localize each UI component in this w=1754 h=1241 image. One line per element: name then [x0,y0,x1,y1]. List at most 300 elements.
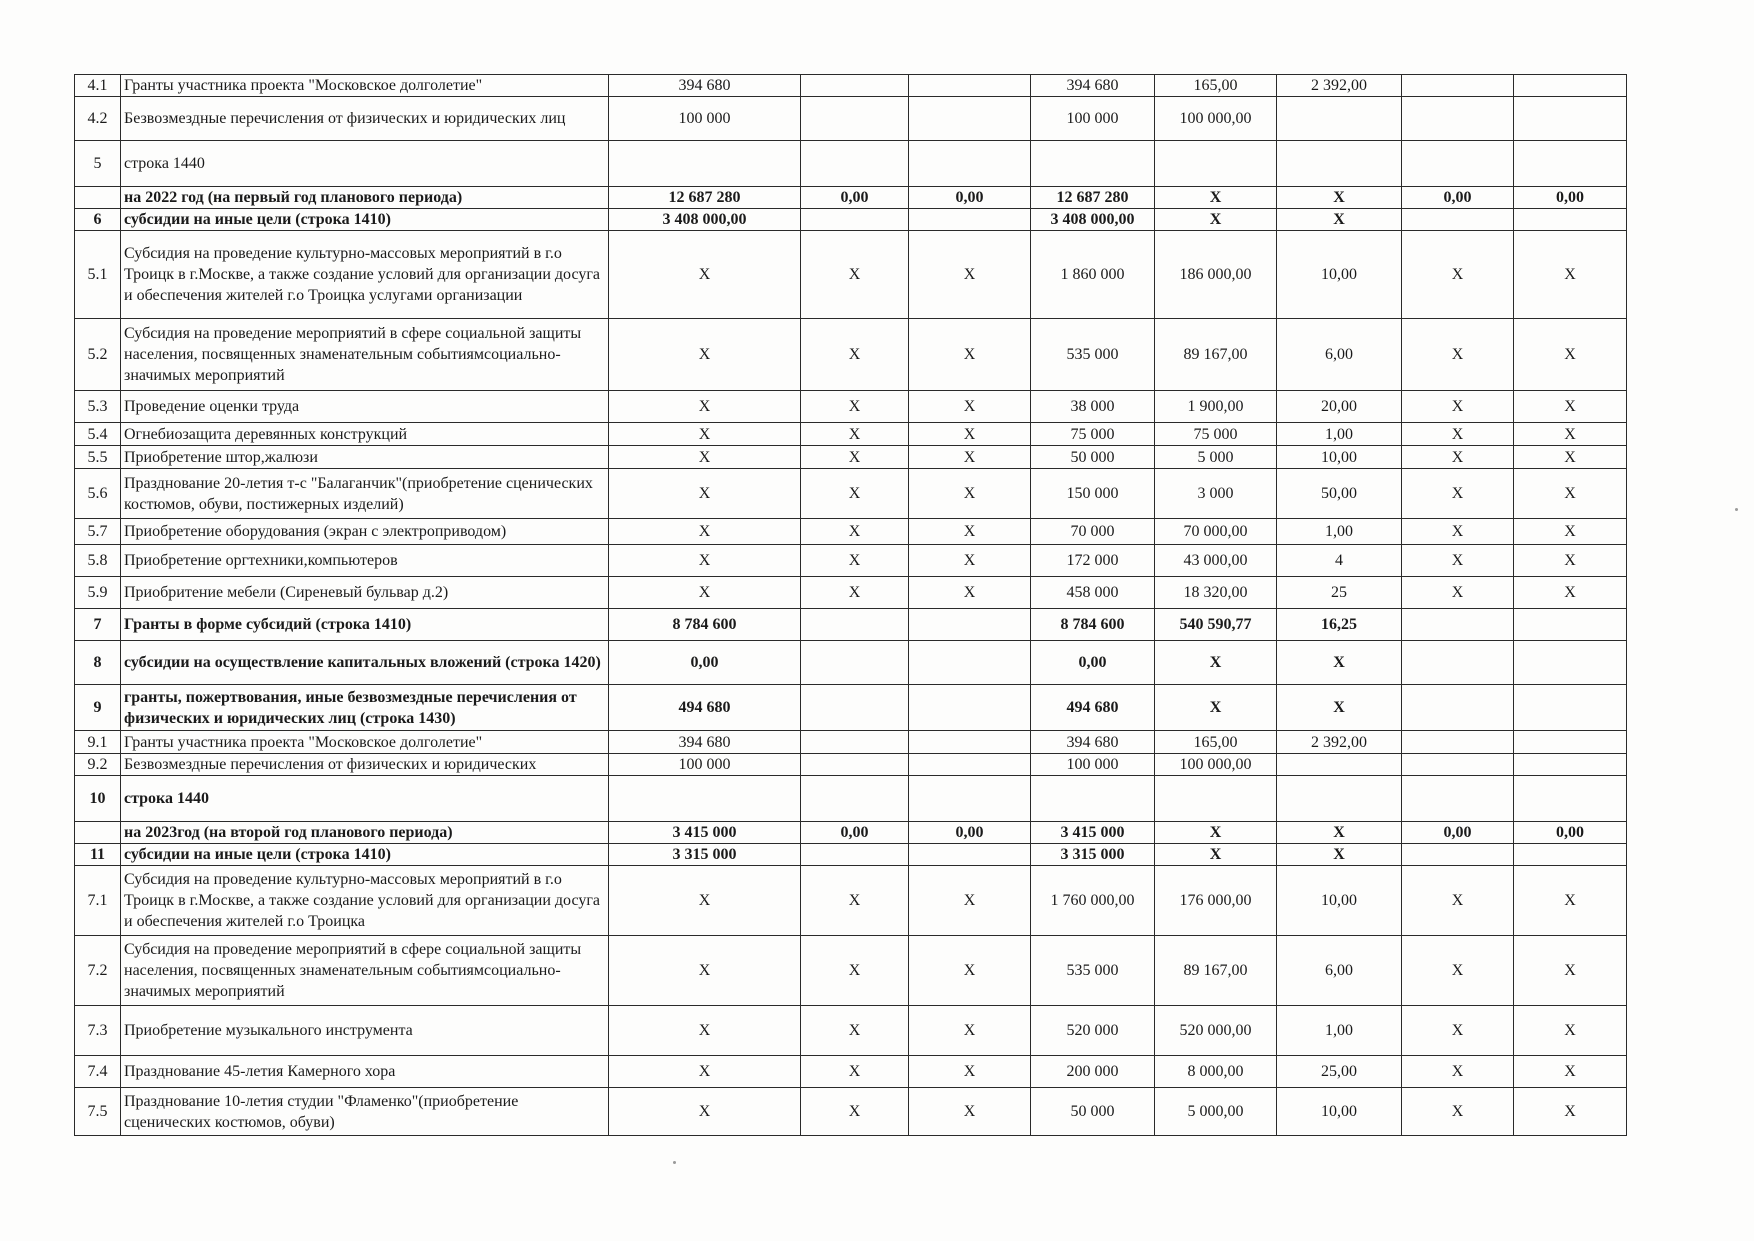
value-cell [909,75,1031,97]
table-row [75,446,1627,469]
scan-speck [1735,508,1738,511]
value-cell: 10,00 [1277,231,1402,319]
value-cell [909,685,1031,731]
table-row [75,469,1627,519]
value-cell [1514,141,1627,187]
value-cell: 100 000,00 [1155,754,1277,776]
row-number-cell: 5.5 [75,446,121,469]
table-row [75,936,1627,1006]
row-number-cell: 5.1 [75,231,121,319]
table-row [75,1006,1627,1056]
value-cell: Х [609,519,801,545]
value-cell: Х [1155,685,1277,731]
description-cell: Празднование 20-летия т-с "Балаганчик"(приобретение сценических костюмов, обуви, постижерных изделий) [121,469,609,519]
value-cell [609,141,801,187]
row-number-cell: 4.1 [75,75,121,97]
value-cell: Х [801,423,909,446]
value-cell [1514,97,1627,141]
description-cell: гранты, пожертвования, иные безвозмездные перечисления от физических и юридических лиц (строка 1430) [121,685,609,731]
value-cell: Х [909,1088,1031,1136]
table-row [75,731,1627,754]
value-cell: Х [1277,187,1402,209]
value-cell: Х [909,936,1031,1006]
value-cell: Х [909,1056,1031,1088]
description-cell: Безвозмездные перечисления от физических и юридических [121,754,609,776]
value-cell: Х [801,936,909,1006]
description-cell: субсидии на иные цели (строка 1410) [121,844,609,866]
value-cell: 172 000 [1031,545,1155,577]
value-cell [909,609,1031,641]
table-row [75,685,1627,731]
row-number-cell: 5.7 [75,519,121,545]
value-cell [1277,141,1402,187]
value-cell: Х [609,469,801,519]
value-cell: Х [1402,545,1514,577]
value-cell: 200 000 [1031,1056,1155,1088]
value-cell: Х [609,231,801,319]
scan-speck [673,1161,676,1164]
value-cell [1402,685,1514,731]
value-cell: 1 900,00 [1155,391,1277,423]
value-cell: Х [609,391,801,423]
value-cell: Х [1514,1006,1627,1056]
value-cell: Х [609,319,801,391]
table-row [75,754,1627,776]
description-cell: Празднование 10-летия студии "Фламенко"(приобретение сценических костюмов, обуви) [121,1088,609,1136]
description-cell: Приобретение оргтехники,компьютеров [121,545,609,577]
value-cell: Х [1277,641,1402,685]
value-cell: 89 167,00 [1155,319,1277,391]
value-cell: 5 000,00 [1155,1088,1277,1136]
table-row [75,97,1627,141]
value-cell: Х [909,1006,1031,1056]
row-number-cell: 8 [75,641,121,685]
value-cell [909,731,1031,754]
table-row [75,822,1627,844]
row-number-cell: 5.3 [75,391,121,423]
value-cell: Х [1514,446,1627,469]
table-row [75,209,1627,231]
table-row [75,844,1627,866]
value-cell: 165,00 [1155,731,1277,754]
table-row [75,1056,1627,1088]
value-cell: Х [609,1006,801,1056]
value-cell: 0,00 [909,187,1031,209]
value-cell [1031,141,1155,187]
table-row [75,423,1627,446]
value-cell: 4 [1277,545,1402,577]
row-number-cell: 6 [75,209,121,231]
description-cell: Празднование 45-летия Камерного хора [121,1056,609,1088]
value-cell: Х [801,469,909,519]
value-cell: Х [1155,641,1277,685]
row-number-cell: 11 [75,844,121,866]
value-cell: Х [1402,1056,1514,1088]
value-cell [1514,844,1627,866]
value-cell: Х [1277,844,1402,866]
value-cell: 50 000 [1031,1088,1155,1136]
value-cell [1155,141,1277,187]
value-cell [909,141,1031,187]
table-row [75,776,1627,822]
value-cell [1402,97,1514,141]
value-cell: Х [909,319,1031,391]
value-cell: Х [1514,469,1627,519]
row-number-cell: 10 [75,776,121,822]
value-cell: Х [909,391,1031,423]
value-cell: 100 000,00 [1155,97,1277,141]
value-cell [909,209,1031,231]
row-number-cell: 5.8 [75,545,121,577]
table-row [75,866,1627,936]
row-number-cell: 5.9 [75,577,121,609]
value-cell: 100 000 [609,754,801,776]
table-body [75,75,1627,1136]
description-cell: Субсидия на проведение мероприятий в сфере социальной защиты населения, посвященных знаменательным событиямсоциально-значимых мероприятий [121,319,609,391]
row-number-cell [75,822,121,844]
value-cell: 3 415 000 [609,822,801,844]
value-cell: 0,00 [801,187,909,209]
value-cell [1277,776,1402,822]
value-cell: 0,00 [1402,822,1514,844]
value-cell: Х [909,231,1031,319]
value-cell: Х [1402,1088,1514,1136]
value-cell [909,97,1031,141]
value-cell: Х [1402,231,1514,319]
value-cell: 75 000 [1031,423,1155,446]
value-cell: 150 000 [1031,469,1155,519]
value-cell: Х [609,545,801,577]
description-cell: Субсидия на проведение культурно-массовых мероприятий в г.о Троицк в г.Москве, а также создание условий для организации досуга и обеспечения жителей г.о Троицка [121,866,609,936]
value-cell [1402,609,1514,641]
value-cell: 3 315 000 [609,844,801,866]
value-cell: Х [1155,844,1277,866]
description-cell: Гранты в форме субсидий (строка 1410) [121,609,609,641]
value-cell: 176 000,00 [1155,866,1277,936]
value-cell: Х [1514,319,1627,391]
value-cell: Х [1514,391,1627,423]
value-cell [909,754,1031,776]
value-cell [801,75,909,97]
value-cell: 2 392,00 [1277,75,1402,97]
value-cell: Х [1402,1006,1514,1056]
value-cell: 6,00 [1277,319,1402,391]
value-cell: 10,00 [1277,446,1402,469]
value-cell: 494 680 [1031,685,1155,731]
value-cell: Х [801,446,909,469]
value-cell: 75 000 [1155,423,1277,446]
description-cell: Приобретение штор,жалюзи [121,446,609,469]
description-cell: Субсидия на проведение культурно-массовых мероприятий в г.о Троицк в г.Москве, а также создание условий для организации досуга и обеспечения жителей г.о Троицка услугами организации [121,231,609,319]
value-cell: Х [1402,866,1514,936]
value-cell: 16,25 [1277,609,1402,641]
value-cell [801,141,909,187]
value-cell [801,776,909,822]
value-cell: Х [1514,1088,1627,1136]
value-cell: Х [1402,319,1514,391]
value-cell: 0,00 [609,641,801,685]
row-number-cell [75,187,121,209]
description-cell: Гранты участника проекта "Московское долголетие" [121,75,609,97]
value-cell: 394 680 [1031,731,1155,754]
table-row [75,75,1627,97]
value-cell: Х [609,936,801,1006]
value-cell: 100 000 [609,97,801,141]
table-row [75,545,1627,577]
value-cell [801,609,909,641]
value-cell: Х [1402,423,1514,446]
description-cell: субсидии на осуществление капитальных вложений (строка 1420) [121,641,609,685]
row-number-cell: 9.2 [75,754,121,776]
value-cell: Х [909,577,1031,609]
value-cell: 8 000,00 [1155,1056,1277,1088]
value-cell: 70 000 [1031,519,1155,545]
description-cell: Гранты участника проекта "Московское долголетие" [121,731,609,754]
description-cell: строка 1440 [121,776,609,822]
value-cell: Х [1514,231,1627,319]
value-cell: 394 680 [1031,75,1155,97]
value-cell [1402,141,1514,187]
value-cell: 70 000,00 [1155,519,1277,545]
table-row [75,391,1627,423]
value-cell: Х [1277,685,1402,731]
value-cell: Х [801,545,909,577]
value-cell [609,776,801,822]
value-cell: 12 687 280 [1031,187,1155,209]
value-cell [801,754,909,776]
value-cell [1031,776,1155,822]
value-cell: 8 784 600 [1031,609,1155,641]
value-cell: 3 315 000 [1031,844,1155,866]
value-cell: Х [1402,446,1514,469]
value-cell: Х [801,231,909,319]
value-cell: Х [609,423,801,446]
row-number-cell: 5.2 [75,319,121,391]
value-cell: Х [909,545,1031,577]
value-cell: Х [801,866,909,936]
value-cell [1514,75,1627,97]
row-number-cell: 5 [75,141,121,187]
value-cell [1277,754,1402,776]
value-cell: 535 000 [1031,319,1155,391]
table-row [75,1088,1627,1136]
value-cell: Х [801,1006,909,1056]
value-cell [801,685,909,731]
value-cell: 458 000 [1031,577,1155,609]
value-cell: 1 860 000 [1031,231,1155,319]
table-row [75,231,1627,319]
value-cell: 0,00 [1402,187,1514,209]
row-number-cell: 5.4 [75,423,121,446]
value-cell: Х [609,1088,801,1136]
value-cell: Х [1277,209,1402,231]
row-number-cell: 7.4 [75,1056,121,1088]
value-cell: Х [801,519,909,545]
table-row [75,609,1627,641]
value-cell: 10,00 [1277,866,1402,936]
table-row [75,319,1627,391]
value-cell [909,844,1031,866]
table-row [75,577,1627,609]
value-cell: Х [1277,822,1402,844]
value-cell [1402,754,1514,776]
value-cell: 0,00 [801,822,909,844]
value-cell: Х [1402,936,1514,1006]
value-cell: 25,00 [1277,1056,1402,1088]
description-cell: Приобретение музыкального инструмента [121,1006,609,1056]
value-cell: 0,00 [909,822,1031,844]
value-cell: 12 687 280 [609,187,801,209]
value-cell: 0,00 [1514,822,1627,844]
value-cell [1514,776,1627,822]
value-cell [1514,731,1627,754]
value-cell [801,209,909,231]
value-cell [1514,641,1627,685]
description-cell: Проведение оценки труда [121,391,609,423]
value-cell [801,97,909,141]
description-cell: на 2022 год (на первый год планового периода) [121,187,609,209]
row-number-cell: 7.1 [75,866,121,936]
description-cell: субсидии на иные цели (строка 1410) [121,209,609,231]
row-number-cell: 5.6 [75,469,121,519]
value-cell: 2 392,00 [1277,731,1402,754]
value-cell [1514,685,1627,731]
table-row [75,141,1627,187]
value-cell [1402,75,1514,97]
value-cell [1402,731,1514,754]
value-cell: 3 000 [1155,469,1277,519]
value-cell: 520 000,00 [1155,1006,1277,1056]
value-cell [801,844,909,866]
description-cell: Огнебиозащита деревянных конструкций [121,423,609,446]
value-cell: Х [1514,1056,1627,1088]
value-cell: 100 000 [1031,97,1155,141]
description-cell: Безвозмездные перечисления от физических и юридических лиц [121,97,609,141]
value-cell: Х [801,391,909,423]
value-cell: 25 [1277,577,1402,609]
value-cell: Х [1402,391,1514,423]
value-cell: 50,00 [1277,469,1402,519]
value-cell: Х [609,866,801,936]
value-cell: 50 000 [1031,446,1155,469]
value-cell: Х [1155,209,1277,231]
value-cell: Х [801,577,909,609]
value-cell: 100 000 [1031,754,1155,776]
description-cell: Приобретение оборудования (экран с электроприводом) [121,519,609,545]
value-cell: Х [1514,936,1627,1006]
value-cell [1155,776,1277,822]
value-cell: 3 408 000,00 [609,209,801,231]
value-cell: Х [1402,469,1514,519]
value-cell: 3 415 000 [1031,822,1155,844]
value-cell [1514,609,1627,641]
value-cell: 1,00 [1277,423,1402,446]
value-cell: 89 167,00 [1155,936,1277,1006]
value-cell: Х [1514,577,1627,609]
value-cell [1514,754,1627,776]
value-cell: Х [609,1056,801,1088]
value-cell: Х [609,577,801,609]
budget-table [74,74,1627,1136]
value-cell [1402,641,1514,685]
table-row [75,187,1627,209]
value-cell: Х [1514,519,1627,545]
value-cell [1402,776,1514,822]
value-cell: 0,00 [1514,187,1627,209]
description-cell: Приобритение мебели (Сиреневый бульвар д.2) [121,577,609,609]
row-number-cell: 9.1 [75,731,121,754]
value-cell: Х [1402,577,1514,609]
value-cell: 186 000,00 [1155,231,1277,319]
value-cell: Х [1514,545,1627,577]
value-cell [909,776,1031,822]
value-cell: Х [1514,866,1627,936]
value-cell: Х [801,1056,909,1088]
value-cell: 1,00 [1277,519,1402,545]
value-cell: Х [909,866,1031,936]
value-cell [909,641,1031,685]
value-cell [801,731,909,754]
value-cell [801,641,909,685]
value-cell: 1 760 000,00 [1031,866,1155,936]
value-cell: Х [1514,423,1627,446]
value-cell: 535 000 [1031,936,1155,1006]
row-number-cell: 7.3 [75,1006,121,1056]
value-cell: 394 680 [609,731,801,754]
table-row [75,519,1627,545]
description-cell: на 2023год (на второй год планового периода) [121,822,609,844]
row-number-cell: 7.5 [75,1088,121,1136]
value-cell: 8 784 600 [609,609,801,641]
row-number-cell: 7.2 [75,936,121,1006]
value-cell: 6,00 [1277,936,1402,1006]
value-cell [1402,209,1514,231]
row-number-cell: 9 [75,685,121,731]
table-row [75,641,1627,685]
value-cell: Х [801,1088,909,1136]
row-number-cell: 7 [75,609,121,641]
value-cell: 520 000 [1031,1006,1155,1056]
value-cell: 1,00 [1277,1006,1402,1056]
value-cell: Х [1155,822,1277,844]
value-cell: Х [609,446,801,469]
value-cell: 0,00 [1031,641,1155,685]
value-cell: 10,00 [1277,1088,1402,1136]
description-cell: Субсидия на проведение мероприятий в сфере социальной защиты населения, посвященных знаменательным событиямсоциально-значимых мероприятий [121,936,609,1006]
value-cell [1514,209,1627,231]
value-cell: 540 590,77 [1155,609,1277,641]
description-cell: строка 1440 [121,141,609,187]
value-cell: Х [909,423,1031,446]
row-number-cell: 4.2 [75,97,121,141]
value-cell: Х [1155,187,1277,209]
value-cell: 20,00 [1277,391,1402,423]
value-cell: 3 408 000,00 [1031,209,1155,231]
value-cell: 494 680 [609,685,801,731]
value-cell: 38 000 [1031,391,1155,423]
value-cell: 165,00 [1155,75,1277,97]
value-cell: 394 680 [609,75,801,97]
value-cell: 5 000 [1155,446,1277,469]
value-cell: Х [909,469,1031,519]
value-cell: 18 320,00 [1155,577,1277,609]
value-cell: 43 000,00 [1155,545,1277,577]
value-cell: Х [909,519,1031,545]
value-cell [1402,844,1514,866]
value-cell [1277,97,1402,141]
value-cell: Х [801,319,909,391]
value-cell: Х [909,446,1031,469]
